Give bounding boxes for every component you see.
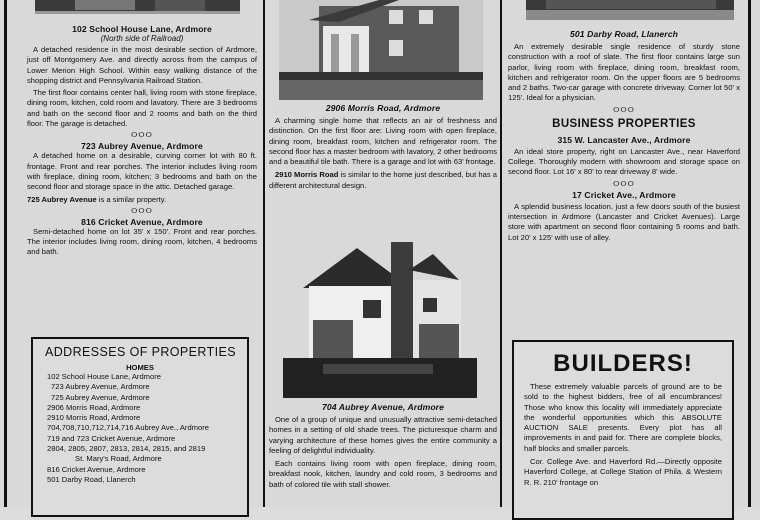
listing-title: 816 Cricket Avenue, Ardmore	[81, 216, 203, 227]
listing-similar-note	[269, 170, 497, 191]
listing-subtitle: (North side of Railroad)	[100, 34, 184, 43]
business-properties-heading: BUSINESS PROPERTIES	[552, 117, 696, 130]
listing-similar-text: is a similar property.	[96, 194, 167, 204]
address-item: 704,708,710,712,714,716 Aubrey Ave., Ardmore	[47, 423, 209, 433]
photo-caption: 501 Darby Road, Llanerch	[570, 29, 678, 39]
listing-description: A detached home on a desirable, curving corner lot with 80 ft. frontage. Front and rear porches. The interior includes living room with fireplace, dining room, kitchen; 3 bedrooms and bath on the second floor and storage space in the attic. Detached garage.	[27, 151, 257, 192]
listing-description: An ideal store property, right on Lancaster Ave., near Haverford College. Thoroughly modern with showroom and storage space on second floor. Lot 16' x 80' to rear driveway 8' wide.	[508, 146, 740, 177]
ornament-divider: ⵔⵔⵔ	[131, 132, 153, 140]
address-list	[41, 372, 239, 485]
address-item: 2906 Morris Road, Ardmore	[47, 402, 141, 412]
ornament-divider: ⵔⵔⵔ	[613, 180, 635, 188]
builders-description: These extremely valuable parcels of ground are to be sold to the highest bidders, free of all encumbrances! Those who know this locality will immediately appreciate the wonderful opportunities which this ABSOLUTE AUCTION SALE presents. Every plot has all improvements in and paid for. There are complete blocks, half blocks and smaller parcels.	[524, 382, 722, 453]
listing-description: A splendid business location, just a few doors south of the busiest intersection in Ardmore (Lancaster and Cricket Avenues). Large store with apartment on second floor containing 5 rooms and bath. Lot 20' x 125' with use of alley.	[508, 201, 740, 242]
address-item: 719 and 723 Cricket Avenue, Ardmore	[47, 433, 176, 443]
house-photo-image	[526, 0, 734, 20]
homes-heading: HOMES	[126, 363, 154, 372]
house-photo-image	[279, 0, 483, 100]
column-rule-1	[263, 0, 265, 507]
column-rule-2	[500, 0, 502, 507]
address-item: St. Mary's Road, Ardmore	[75, 454, 162, 464]
left-border-rule	[4, 0, 7, 507]
builders-location: Cor. College Ave. and Haverford Rd.—Directly opposite Haverford College, at College Station of Phila. & Western R. R. 210' frontage on	[524, 457, 722, 487]
address-item: 2910 Morris Road, Ardmore	[47, 413, 141, 423]
listing-similar-address: 2910 Morris Road	[275, 170, 339, 180]
photo-aubrey-avenue	[283, 240, 477, 398]
listing-description: A detached residence in the most desirable section of Ardmore, just off Montgomery Ave. and directly across from the campus of Lower Merion High School. Within easy walking distance of the shopping district and Pennsylvania Railroad Station.	[27, 45, 257, 85]
addresses-heading: ADDRESSES OF PROPERTIES	[45, 345, 236, 359]
address-item: 725 Aubrey Avenue, Ardmore	[51, 392, 150, 402]
address-item: 2804, 2805, 2807, 2813, 2814, 2815, and 2819	[47, 444, 206, 454]
listing-description: A charming single home that reflects an air of freshness and distinction. On the first floor are: Living room with open fireplace, dining room, breakfast room, kitchen and refrigerator room. The second floor has a master bedroom with lavatory, 2 other bedrooms and a beautiful tile bath. There is a garage and lot with 63' frontage.	[269, 116, 497, 167]
ornament-divider: ⵔⵔⵔ	[613, 106, 635, 114]
address-item: 723 Aubrey Avenue, Ardmore	[51, 382, 150, 392]
listing-title: 723 Aubrey Avenue, Ardmore	[81, 141, 203, 152]
photo-darby-road	[526, 0, 734, 20]
address-item: 816 Cricket Avenue, Ardmore	[47, 464, 146, 474]
photo-morris-road	[279, 0, 483, 100]
builders-heading: BUILDERS!	[553, 350, 693, 377]
listing-similar-address: 725 Aubrey Avenue	[27, 194, 97, 204]
addresses-box	[31, 337, 249, 517]
address-item: 102 School House Lane, Ardmore	[47, 372, 161, 381]
listing-description: One of a group of unique and unusually attractive semi-detached homes in a setting of old shade trees. The picturesque charm and varying architecture of these homes gives the entire community a feeling of delightful individuality.	[269, 415, 497, 455]
listing-similar-text: is similar to the home just described, but has a different architectural design.	[269, 170, 497, 190]
right-border-rule	[748, 0, 751, 507]
listing-similar-note	[27, 195, 257, 205]
listing-description: The first floor contains center hall, living room with stone fireplace, dining room, kitchen, cold room and lavatory. There are 3 bedrooms and bath on the second floor and 2 rooms and bath on the third floor. The garage is detached.	[27, 88, 257, 129]
listing-description: An extremely desirable single residence of sturdy stone construction with a roof of slate. The first floor contains large sun parlor, living room with fireplace, dining room, breakfast room, kitchen and refrigerator room. On the upper floors are 5 bedrooms and 2 baths. Two-car garage with concrete driveway. Corner lot 50' x 125'. Ideal for a physician.	[508, 42, 740, 103]
ornament-divider: ⵔⵔⵔ	[131, 207, 153, 215]
house-photo-image	[283, 240, 477, 398]
listing-title: 315 W. Lancaster Ave., Ardmore	[557, 134, 691, 145]
listing-description: Each contains living room with open fireplace, dining room, breakfast nook, kitchen, laundry and cold room, 3 bedrooms and bath of colored tile with stall shower.	[269, 459, 497, 489]
photo-caption: 2906 Morris Road, Ardmore	[325, 103, 441, 113]
photo-caption: 704 Aubrey Avenue, Ardmore	[322, 402, 444, 412]
builders-box	[512, 340, 734, 520]
house-photo-image	[35, 0, 240, 14]
photo-school-house-lane	[35, 0, 240, 14]
listing-title: 17 Cricket Ave., Ardmore	[572, 189, 676, 200]
listing-title: 102 School House Lane, Ardmore	[72, 24, 212, 34]
address-item: 501 Darby Road, Llanerch	[47, 474, 136, 484]
listing-description: Semi-detached home on lot 35' x 150'. Front and rear porches. The interior includes living room, dining room, kitchen, 4 bedrooms and bath.	[27, 226, 257, 257]
